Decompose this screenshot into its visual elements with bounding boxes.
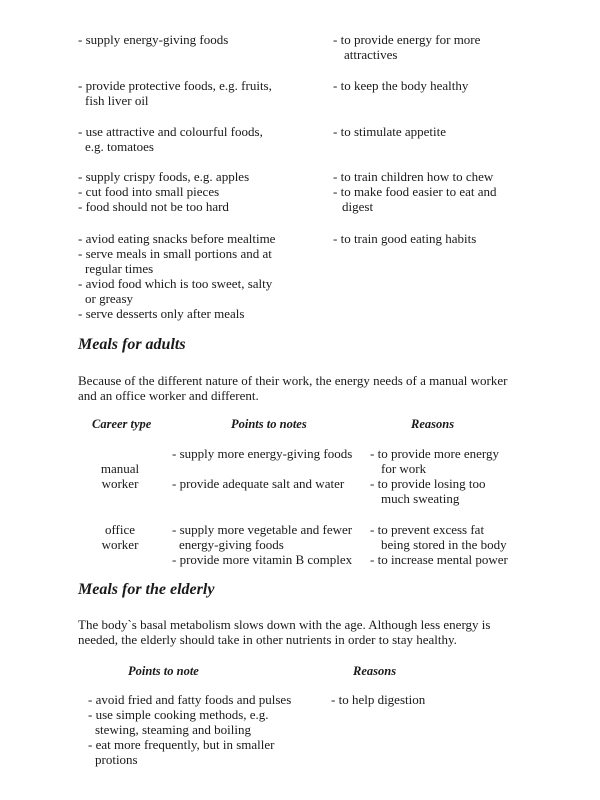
children-reason-cell: [333, 78, 573, 93]
column-header: Points to notes: [231, 417, 307, 431]
children-reason-cell: [333, 32, 573, 62]
text-line: - food should not be too hard: [78, 199, 229, 214]
section-intro: [78, 373, 578, 403]
text-line: attractives: [344, 47, 398, 62]
adult-point-cell: [172, 522, 372, 567]
elderly-point-cell: [88, 692, 338, 767]
text-line: digest: [342, 199, 374, 214]
text-line: and an office worker and different.: [78, 388, 259, 403]
children-point-cell: [78, 124, 328, 154]
text-line: - to help digestion: [331, 692, 426, 707]
career-type-cell: [80, 461, 160, 491]
text-line: - to stimulate appetite: [333, 124, 446, 139]
adult-reason-cell: [370, 446, 580, 506]
adult-reason-cell: [370, 522, 580, 567]
section-title: Meals for adults: [78, 336, 186, 353]
text-line: - use attractive and colourful foods,: [78, 124, 263, 139]
text-line: office: [104, 522, 136, 537]
text-line: Because of the different nature of their work, the energy needs of a manual worker: [78, 373, 508, 388]
text-line: being stored in the body: [381, 537, 507, 552]
children-point-cell: [78, 169, 328, 214]
section-intro: [78, 617, 578, 647]
text-line: - use simple cooking methods, e.g.: [88, 707, 269, 722]
children-reason-cell: [333, 124, 573, 139]
text-line: - to provide losing too: [370, 476, 486, 491]
text-line: - to make food easier to eat and: [333, 184, 497, 199]
text-line: - supply energy-giving foods: [78, 32, 229, 47]
text-line: The body`s basal metabolism slows down with the age. Although less energy is: [78, 617, 491, 632]
text-line: or greasy: [85, 291, 134, 306]
text-line: fish liver oil: [85, 93, 149, 108]
text-line: - provide adequate salt and water: [172, 476, 345, 491]
text-line: - aviod eating snacks before mealtime: [78, 231, 276, 246]
text-line: e.g. tomatoes: [85, 139, 154, 154]
section-title: Meals for the elderly: [78, 581, 215, 598]
text-line: worker: [101, 537, 139, 552]
text-line: regular times: [85, 261, 154, 276]
children-point-cell: [78, 231, 328, 321]
text-line: - supply more vegetable and fewer: [172, 522, 353, 537]
text-line: - avoid fried and fatty foods and pulses: [88, 692, 292, 707]
text-line: for work: [381, 461, 427, 476]
column-header: Points to note: [128, 664, 199, 678]
children-point-cell: [78, 32, 328, 47]
text-line: - provide more vitamin B complex: [172, 552, 353, 567]
text-line: energy-giving foods: [179, 537, 284, 552]
text-line: - to train children how to chew: [333, 169, 494, 184]
column-header: Reasons: [353, 664, 397, 678]
column-header: Reasons: [411, 417, 455, 431]
text-line: - to keep the body healthy: [333, 78, 469, 93]
text-line: - to train good eating habits: [333, 231, 477, 246]
text-line: [172, 461, 372, 476]
text-line: - supply crispy foods, e.g. apples: [78, 169, 250, 184]
text-line: - aviod food which is too sweet, salty: [78, 276, 273, 291]
elderly-reason-cell: [331, 692, 571, 707]
text-line: - to prevent excess fat: [370, 522, 485, 537]
career-type-cell: [80, 522, 160, 552]
text-line: much sweating: [381, 491, 460, 506]
text-line: - cut food into small pieces: [78, 184, 220, 199]
text-line: worker: [101, 476, 139, 491]
text-line: stewing, steaming and boiling: [95, 722, 251, 737]
text-line: - serve meals in small portions and at: [78, 246, 272, 261]
text-line: - supply more energy-giving foods: [172, 446, 353, 461]
children-point-cell: [78, 78, 328, 108]
text-line: - provide protective foods, e.g. fruits,: [78, 78, 272, 93]
children-reason-cell: [333, 169, 573, 214]
text-line: protions: [95, 752, 138, 767]
text-line: - serve desserts only after meals: [78, 306, 245, 321]
text-line: needed, the elderly should take in other nutrients in order to stay healthy.: [78, 632, 457, 647]
text-line: - to increase mental power: [370, 552, 508, 567]
text-line: - to provide more energy: [370, 446, 499, 461]
text-line: - to provide energy for more: [333, 32, 481, 47]
children-reason-cell: [333, 231, 573, 246]
column-header: Career type: [92, 417, 152, 431]
text-line: manual: [100, 461, 140, 476]
adult-point-cell: [172, 446, 372, 491]
text-line: - eat more frequently, but in smaller: [88, 737, 275, 752]
